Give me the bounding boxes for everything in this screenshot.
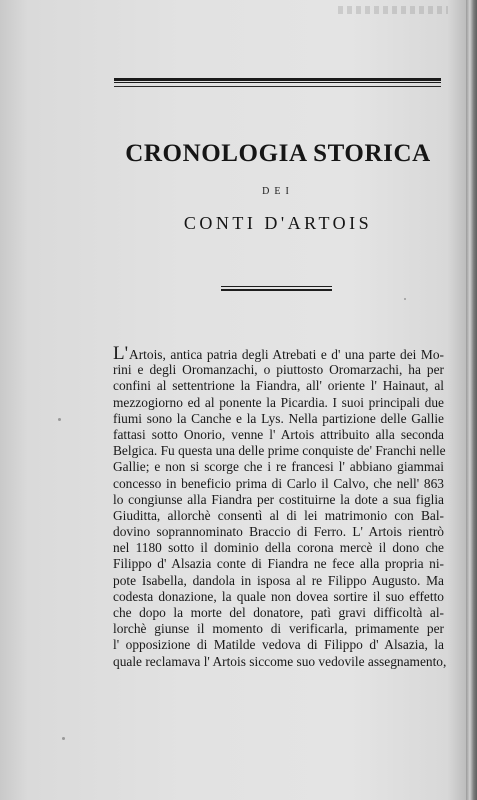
paper-speck [404, 298, 406, 300]
line-text: mezzogiorno ed al ponente la Picardia. I suoi principali due [113, 394, 444, 410]
line-text: Belgica. Fu questa una delle prime conquiste de' Franchi nelle [113, 443, 446, 459]
text-line [113, 524, 444, 540]
text-line [113, 427, 444, 443]
title-connector: DEI [262, 186, 294, 197]
text-line [113, 605, 444, 621]
line-text: pote Isabella, dandola in isposa al re Filippo Augusto. Ma [113, 572, 444, 588]
line-text: fiumi sono la Canche e la Lys. Nella partizione delle Gallie [113, 410, 444, 426]
line-text: codesta donazione, la quale non dovea sortire il suo effetto [113, 588, 444, 604]
text-line [113, 411, 444, 427]
bleed-through-text [338, 6, 448, 14]
text-line [113, 362, 444, 378]
line-text: dovino soprannominato Braccio di Ferro. L' Artois rientrò [113, 524, 444, 540]
text-line [113, 621, 444, 637]
text-line [113, 653, 447, 670]
text-line [113, 556, 444, 572]
text-line [113, 492, 444, 508]
section-divider-rule [221, 286, 332, 291]
text-line [113, 637, 444, 653]
text-line [113, 508, 444, 524]
line-text: lo congiunse alla Fiandra per costituirne la dote a sua figlia [113, 491, 444, 507]
line-text: che dopo la morte del donatore, patì gravi difficoltà al- [113, 605, 444, 620]
text-line [113, 343, 444, 364]
page-edge [466, 0, 477, 800]
paper-speck [62, 737, 65, 740]
text-line [113, 395, 444, 411]
text-line [113, 573, 444, 589]
line-text: Artois, antica patria degli Atrebati e d' una parte dei Mo- [129, 347, 444, 362]
top-thin-rule [114, 86, 441, 87]
line-text: lorchè giunse il momento di verificarla, primamente per [113, 621, 444, 637]
text-line [113, 459, 444, 475]
line-text: rini e degli Oromanzachi, o piuttosto Oromarzachi, ha per [113, 362, 444, 378]
chapter-title: CRONOLOGIA STORICA [125, 140, 431, 167]
line-text: nel 1180 sotto il dominio della corona mercè il dono che [113, 540, 444, 556]
line-text: concesso in beneficio prima di Carlo il Calvo, che nell' 863 [113, 475, 444, 491]
line-text: Gallie; e non si scorge che i re francesi l' abbiano giammai [113, 459, 444, 475]
line-text: Filippo d' Alsazia conte di Fiandra ne fece alla propria ni- [113, 556, 444, 572]
text-line [113, 589, 444, 605]
line-text: fattasi sotto Onorio, venne l' Artois attribuito alla seconda [113, 426, 444, 442]
paper-speck [58, 418, 61, 421]
line-text: l' opposizione di Matilde vedova di Filippo d' Alsazia, la [113, 637, 444, 653]
line-text: Giuditta, allorchè consentì al di lei matrimonio con Bal- [113, 507, 444, 523]
text-line [113, 443, 444, 459]
drop-capital: L' [113, 343, 129, 364]
chapter-subtitle: CONTI D'ARTOIS [183, 213, 373, 233]
body-paragraph [113, 343, 447, 670]
text-line [113, 476, 444, 492]
line-text: quale reclamava l' Artois siccome suo vedovile assegnamento, [113, 653, 447, 669]
top-double-rule [114, 78, 441, 83]
line-text: confini al settentrione la Fiandra, all' oriente l' Hainaut, al [113, 378, 444, 394]
text-line [113, 378, 444, 394]
text-line [113, 540, 444, 556]
